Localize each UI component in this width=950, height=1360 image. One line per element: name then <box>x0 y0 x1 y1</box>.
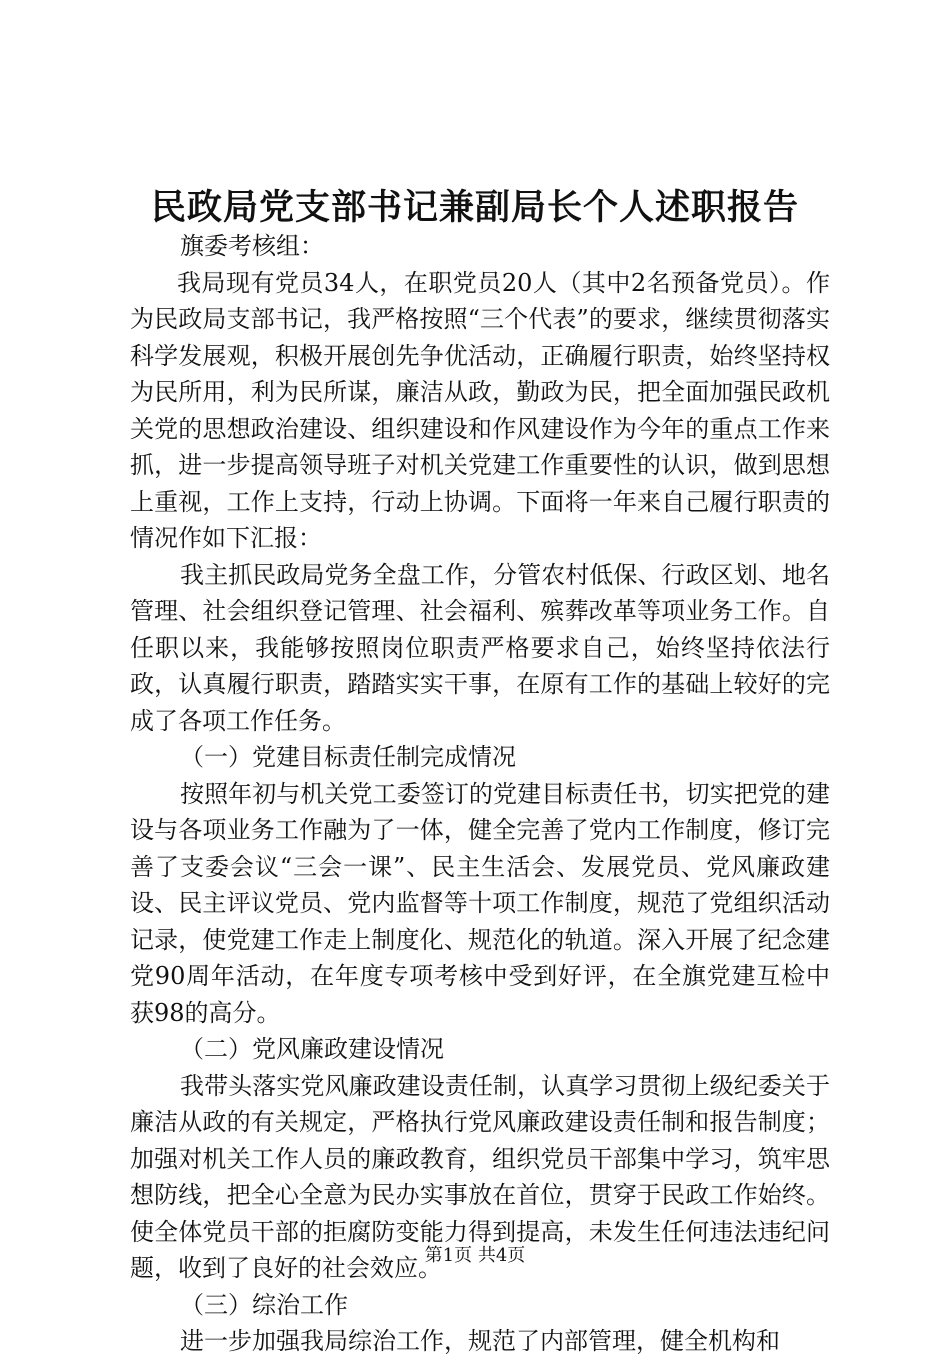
body-paragraph-2: 我主抓民政局党务全盘工作，分管农村低保、行政区划、地名管理、社会组织登记管理、社会福利、殡葬改革等项业务工作。自任职以来，我能够按照岗位职责严格要求自己，始终坚持依法行政，认真履行职责，踏踏实实干事，在原有工作的基础上较好的完成了各项工作任务。 <box>130 560 830 735</box>
body-paragraph-1: 我局现有党员34人，在职党员20人（其中2名预备党员）。作为民政局支部书记，我严格按照“三个代表”的要求，继续贯彻落实科学发展观，积极开展创先争优活动，正确履行职责，始终坚持权为民所用，利为民所谋，廉洁从政，勤政为民，把全面加强民政机关党的思想政治建设、组织建设和作风建设作为今年的重点工作来抓，进一步提高领导班子对机关党建工作重要性的认识，做到思想上重视，工作上支持，行动上协调。下面将一年来自己履行职责的情况作如下汇报： <box>130 268 830 552</box>
salutation: 旗委考核组： <box>180 232 324 260</box>
section-heading-1: （一）党建目标责任制完成情况 <box>180 743 516 771</box>
section-text-2: 我带头落实党风廉政建设责任制，认真学习贯彻上级纪委关于廉洁从政的有关规定，严格执行党风廉政建设责任制和报告制度；加强对机关工作人员的廉政教育，组织党员干部集中学习，筑牢思想防线，把全心全意为民办实事放在首位，贯穿于民政工作始终。使全体党员干部的拒腐防变能力得到提高，未发生任何违法违纪问题，收到了良好的社会效应。 <box>130 1071 830 1282</box>
document-title: 民政局党支部书记兼副局长个人述职报告 <box>150 187 799 228</box>
section-text-3: 进一步加强我局综治工作，规范了内部管理，健全机构和 <box>180 1327 780 1355</box>
section-heading-3: （三）综治工作 <box>180 1290 348 1319</box>
document-body <box>130 228 830 1360</box>
section-text-1: 按照年初与机关党工委签订的党建目标责任书，切实把党的建设与各项业务工作融为了一体，健全完善了党内工作制度，修订完善了支委会议“三会一课”、民主生活会、发展党员、党风廉政建设、民主评议党员、党内监督等十项工作制度，规范了党组织活动记录，使党建工作走上制度化、规范化的轨道。深入开展了纪念建党90周年活动，在年度专项考核中受到好评，在全旗党建互检中获98的高分。 <box>130 779 830 1027</box>
page-footer: 第1页 共4页 <box>424 1245 526 1266</box>
section-heading-2: （二）党风廉政建设情况 <box>180 1035 444 1063</box>
